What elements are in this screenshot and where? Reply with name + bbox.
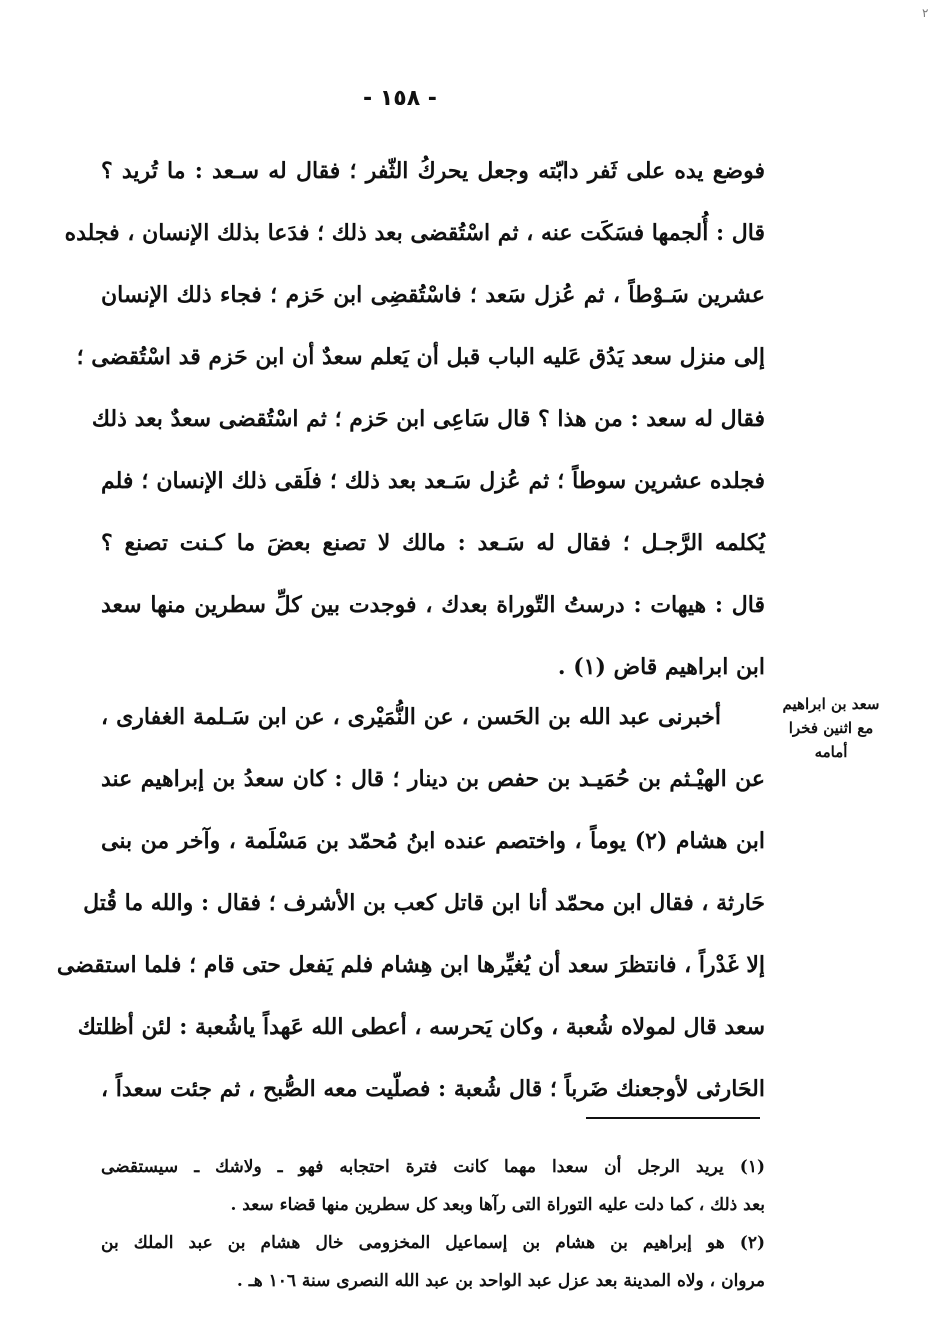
text-line: فجلده عشرين سوطاً ؛ ثم عُزل سَـعد بعد ذلك ؛ فلَقى ذلك الإنسان ؛ فلم <box>101 468 765 494</box>
text-line: أخبرنى عبد الله بن الحَسن ، عن النُّمَيْرى ، عن ابن سَـلمة الغفارى ، <box>101 704 721 730</box>
footnote-line: (٢) هو إبراهيم بن هشام بن إسماعيل المخزومى خال هشام بن عبد الملك بن <box>101 1233 765 1253</box>
footnote-line: (١) يريد الرجل أن سعدا مهما كانت فترة احتجابه فهو ـ ولاشك ـ سيستقضى <box>101 1157 765 1177</box>
footnote-line: بعد ذلك ، كما دلت عليه التوراة التى رآها وبعد كل سطرين منها قضاء سعد . <box>230 1195 765 1215</box>
text-line: فوضع يده على ثَفر دابّته وجعل يحركُ الثّفر ؛ فقال له سـعد : ما تُريد ؟ <box>101 158 765 184</box>
margin-note-line: سعد بن ابراهيم <box>782 695 880 713</box>
corner-mark: ٢ <box>922 6 929 20</box>
text-line: إلى منزل سعد يَدُق عَليه الباب قبل أن يَعلم سعدٌ أن ابن حَزم قد اسْتُقضى ؛ <box>76 344 765 370</box>
margin-note-line: مع اثنين فخرا <box>788 719 874 737</box>
paragraph-2 <box>56 686 765 1120</box>
text-line: ابن هشام (٢) يوماً ، واختصم عنده ابنُ مُحمّد بن مَسْلَمة ، وآخر من بنى <box>101 828 765 854</box>
text-line: فقال له سعد : من هذا ؟ قال سَاعِى ابن حَزم ؛ ثم اسْتُقضى سعدٌ بعد ذلك <box>91 406 765 432</box>
margin-note <box>772 692 890 764</box>
footnote-separator <box>586 1117 760 1119</box>
text-line: ابن ابراهيم قاض (١) . <box>557 654 765 680</box>
text-line: إلا غَدْراً ، فانتظرَ سعد أن يُغيِّرها ابن هِشام فلم يَفعل حتى قام ؛ فلما استقضى <box>56 952 765 978</box>
text-line: الحَارثى لأوجعنك ضَرباً ؛ قال شُعبة : فصلّيت معه الصُّبح ، ثم جئت سعداً ، <box>101 1076 765 1102</box>
text-line: عشرين سَـوْطاً ، ثم عُزل سَعد ؛ فاسْتُقضِى ابن حَزم ؛ فجاء ذلك الإنسان <box>101 282 765 308</box>
text-line: عن الهيْـثم بن حُمَيـد بن حفص بن دينار ؛ قال : كان سعدُ بن إبراهيم عند <box>101 766 765 792</box>
text-line: يُكلمه الرَّجـل ؛ فقال له سَـعد : مالك لا تصنع بعضَ ما كـنت تصنع ؟ <box>101 530 765 556</box>
footnotes <box>101 1148 765 1300</box>
footnote-line: مروان ، ولاه المدينة بعد عزل عبد الواحد بن عبد الله النصرى سنة ١٠٦ هـ . <box>236 1271 765 1291</box>
page-number: - ١٥٨ - <box>363 86 437 111</box>
paragraph-1 <box>64 140 765 698</box>
text-line: قال : أُلجمها فسَكَت عنه ، ثم اسْتُقضى بعد ذلك ؛ فدَعا بذلك الإنسان ، فجلده <box>64 220 765 246</box>
text-line: سعد قال لمولاه شُعبة ، وكان يَحرسه ، أعطى الله عَهداً ياشُعبة : لئن أظلتك <box>77 1014 765 1040</box>
text-line: قال : هيهات : درستُ التّوراة بعدك ، فوجدت بين كلِّ سطرين منها سعد <box>101 592 765 618</box>
text-line: حَارثة ، فقال ابن محمّد أنا ابن قاتل كعب بن الأشرف ؛ فقال : والله ما قُتل <box>83 890 765 916</box>
margin-note-line: أمامه <box>814 743 848 761</box>
